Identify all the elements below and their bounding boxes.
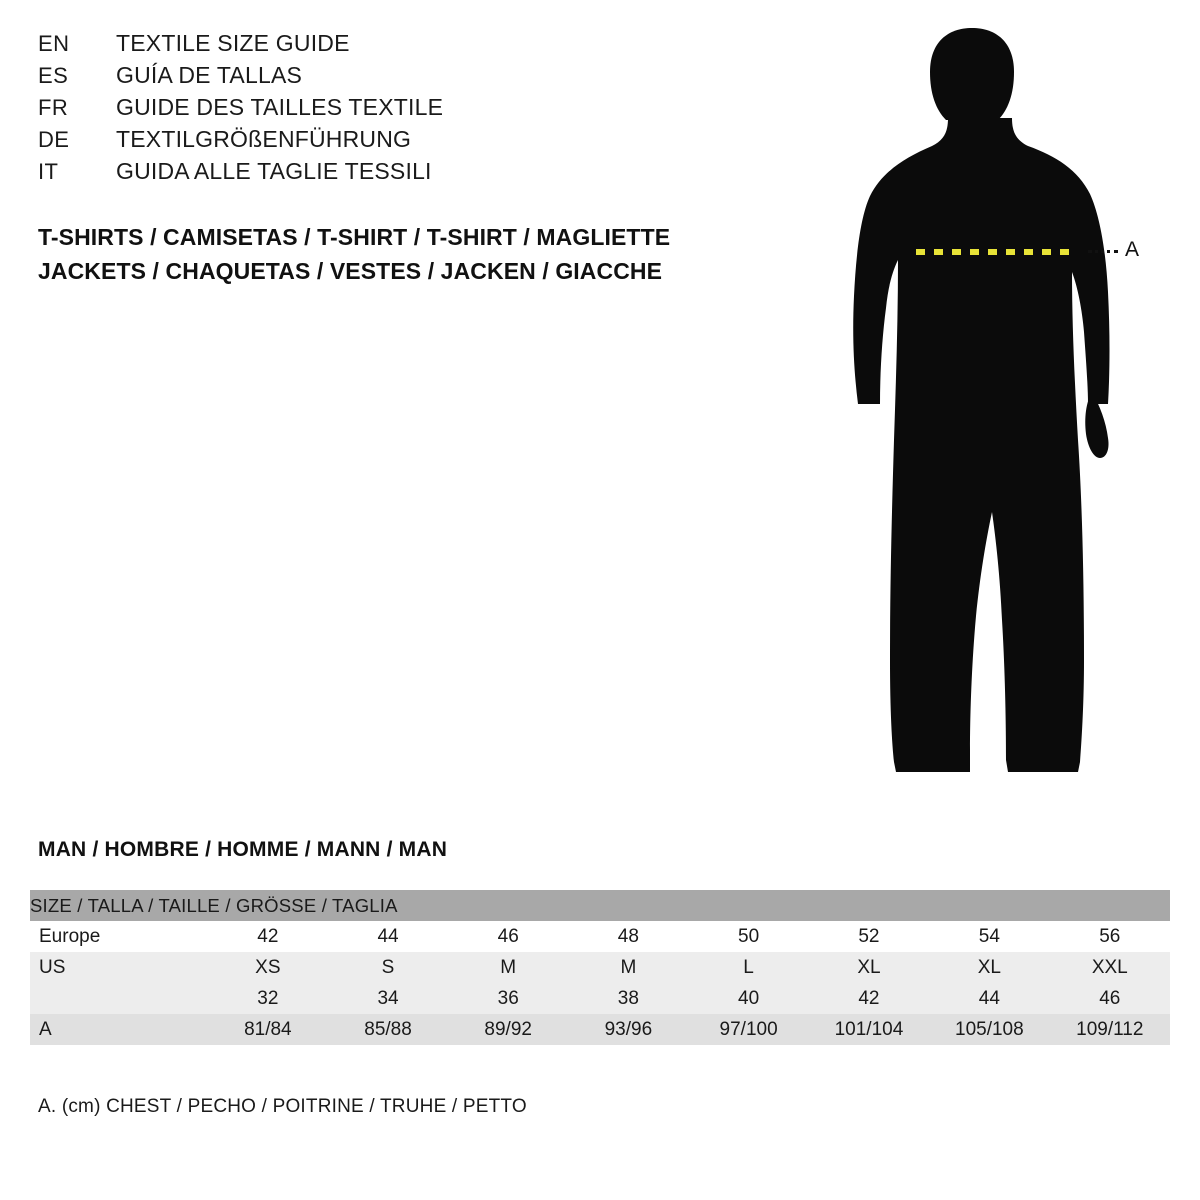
table-cell: L — [743, 956, 754, 978]
table-cell: S — [381, 956, 395, 978]
row-label-us: US — [39, 956, 66, 978]
table-cell: 40 — [738, 987, 760, 1009]
table-cell: XS — [255, 956, 281, 978]
category-line-tshirts: T-SHIRTS / CAMISETAS / T-SHIRT / T-SHIRT / MAGLIETTE — [38, 224, 671, 250]
table-cell: 101/104 — [834, 1018, 904, 1040]
table-row — [30, 921, 1170, 952]
table-cell: 105/108 — [955, 1018, 1024, 1040]
language-code: EN — [38, 31, 70, 56]
table-cell: 46 — [1099, 987, 1121, 1009]
language-code: ES — [38, 63, 69, 88]
table-row — [30, 952, 1170, 983]
row-label-europe: Europe — [39, 925, 101, 947]
row-label-a: A — [39, 1018, 52, 1040]
table-cell: 93/96 — [604, 1018, 653, 1040]
table-cell: 109/112 — [1076, 1018, 1144, 1040]
table-cell: 50 — [738, 925, 760, 947]
table-cell: XL — [857, 956, 881, 978]
row-label-blank — [30, 983, 208, 1014]
table-cell: 54 — [978, 925, 1000, 947]
language-row — [38, 30, 738, 62]
table-cell: M — [620, 956, 637, 978]
table-cell: 89/92 — [484, 1018, 532, 1040]
table-cell: 56 — [1099, 925, 1121, 947]
table-cell: 52 — [858, 925, 880, 947]
table-cell: 38 — [617, 987, 639, 1009]
language-label: TEXTILGRÖßENFÜHRUNG — [116, 126, 412, 152]
measure-label-a: A — [1125, 238, 1140, 261]
language-list — [38, 30, 738, 190]
measure-leader-line — [1088, 250, 1118, 253]
language-row — [38, 62, 738, 94]
language-label: GUIDA ALLE TAGLIE TESSILI — [116, 158, 432, 184]
language-code: DE — [38, 127, 70, 152]
table-cell: 36 — [497, 987, 519, 1009]
table-row — [30, 1014, 1170, 1045]
language-code: IT — [38, 159, 59, 184]
language-label: GUÍA DE TALLAS — [116, 62, 303, 88]
language-row — [38, 94, 738, 126]
male-body-figure — [820, 20, 1180, 800]
table-cell: 85/88 — [364, 1018, 412, 1040]
table-cell: 81/84 — [244, 1018, 292, 1040]
language-row — [38, 158, 738, 190]
table-cell: 44 — [978, 987, 1000, 1009]
body-silhouette-icon — [820, 20, 1180, 800]
language-row — [38, 126, 738, 158]
language-label: GUIDE DES TAILLES TEXTILE — [116, 94, 444, 120]
table-cell: XL — [977, 956, 1001, 978]
table-group-title: MAN / HOMBRE / HOMME / MANN / MAN — [38, 838, 448, 861]
category-headings — [38, 220, 858, 288]
table-header-label: SIZE / TALLA / TAILLE / GRÖSSE / TAGLIA — [30, 894, 398, 916]
table-cell: 42 — [257, 925, 279, 947]
language-label: TEXTILE SIZE GUIDE — [116, 30, 350, 56]
language-code: FR — [38, 95, 69, 120]
table-cell: 97/100 — [719, 1018, 778, 1040]
size-table — [30, 890, 1170, 1045]
table-cell: M — [500, 956, 517, 978]
table-cell: 44 — [377, 925, 399, 947]
table-cell: 48 — [617, 925, 639, 947]
table-cell: 32 — [257, 987, 279, 1009]
table-header-row — [30, 890, 1170, 921]
table-footnote: A. (cm) CHEST / PECHO / POITRINE / TRUHE / PETTO — [38, 1096, 527, 1117]
table-cell: XXL — [1091, 956, 1128, 978]
table-cell: 42 — [858, 987, 880, 1009]
table-cell: 34 — [377, 987, 399, 1009]
category-line-jackets: JACKETS / CHAQUETAS / VESTES / JACKEN / GIACCHE — [38, 258, 663, 284]
table-cell: 46 — [497, 925, 519, 947]
table-row — [30, 983, 1170, 1014]
